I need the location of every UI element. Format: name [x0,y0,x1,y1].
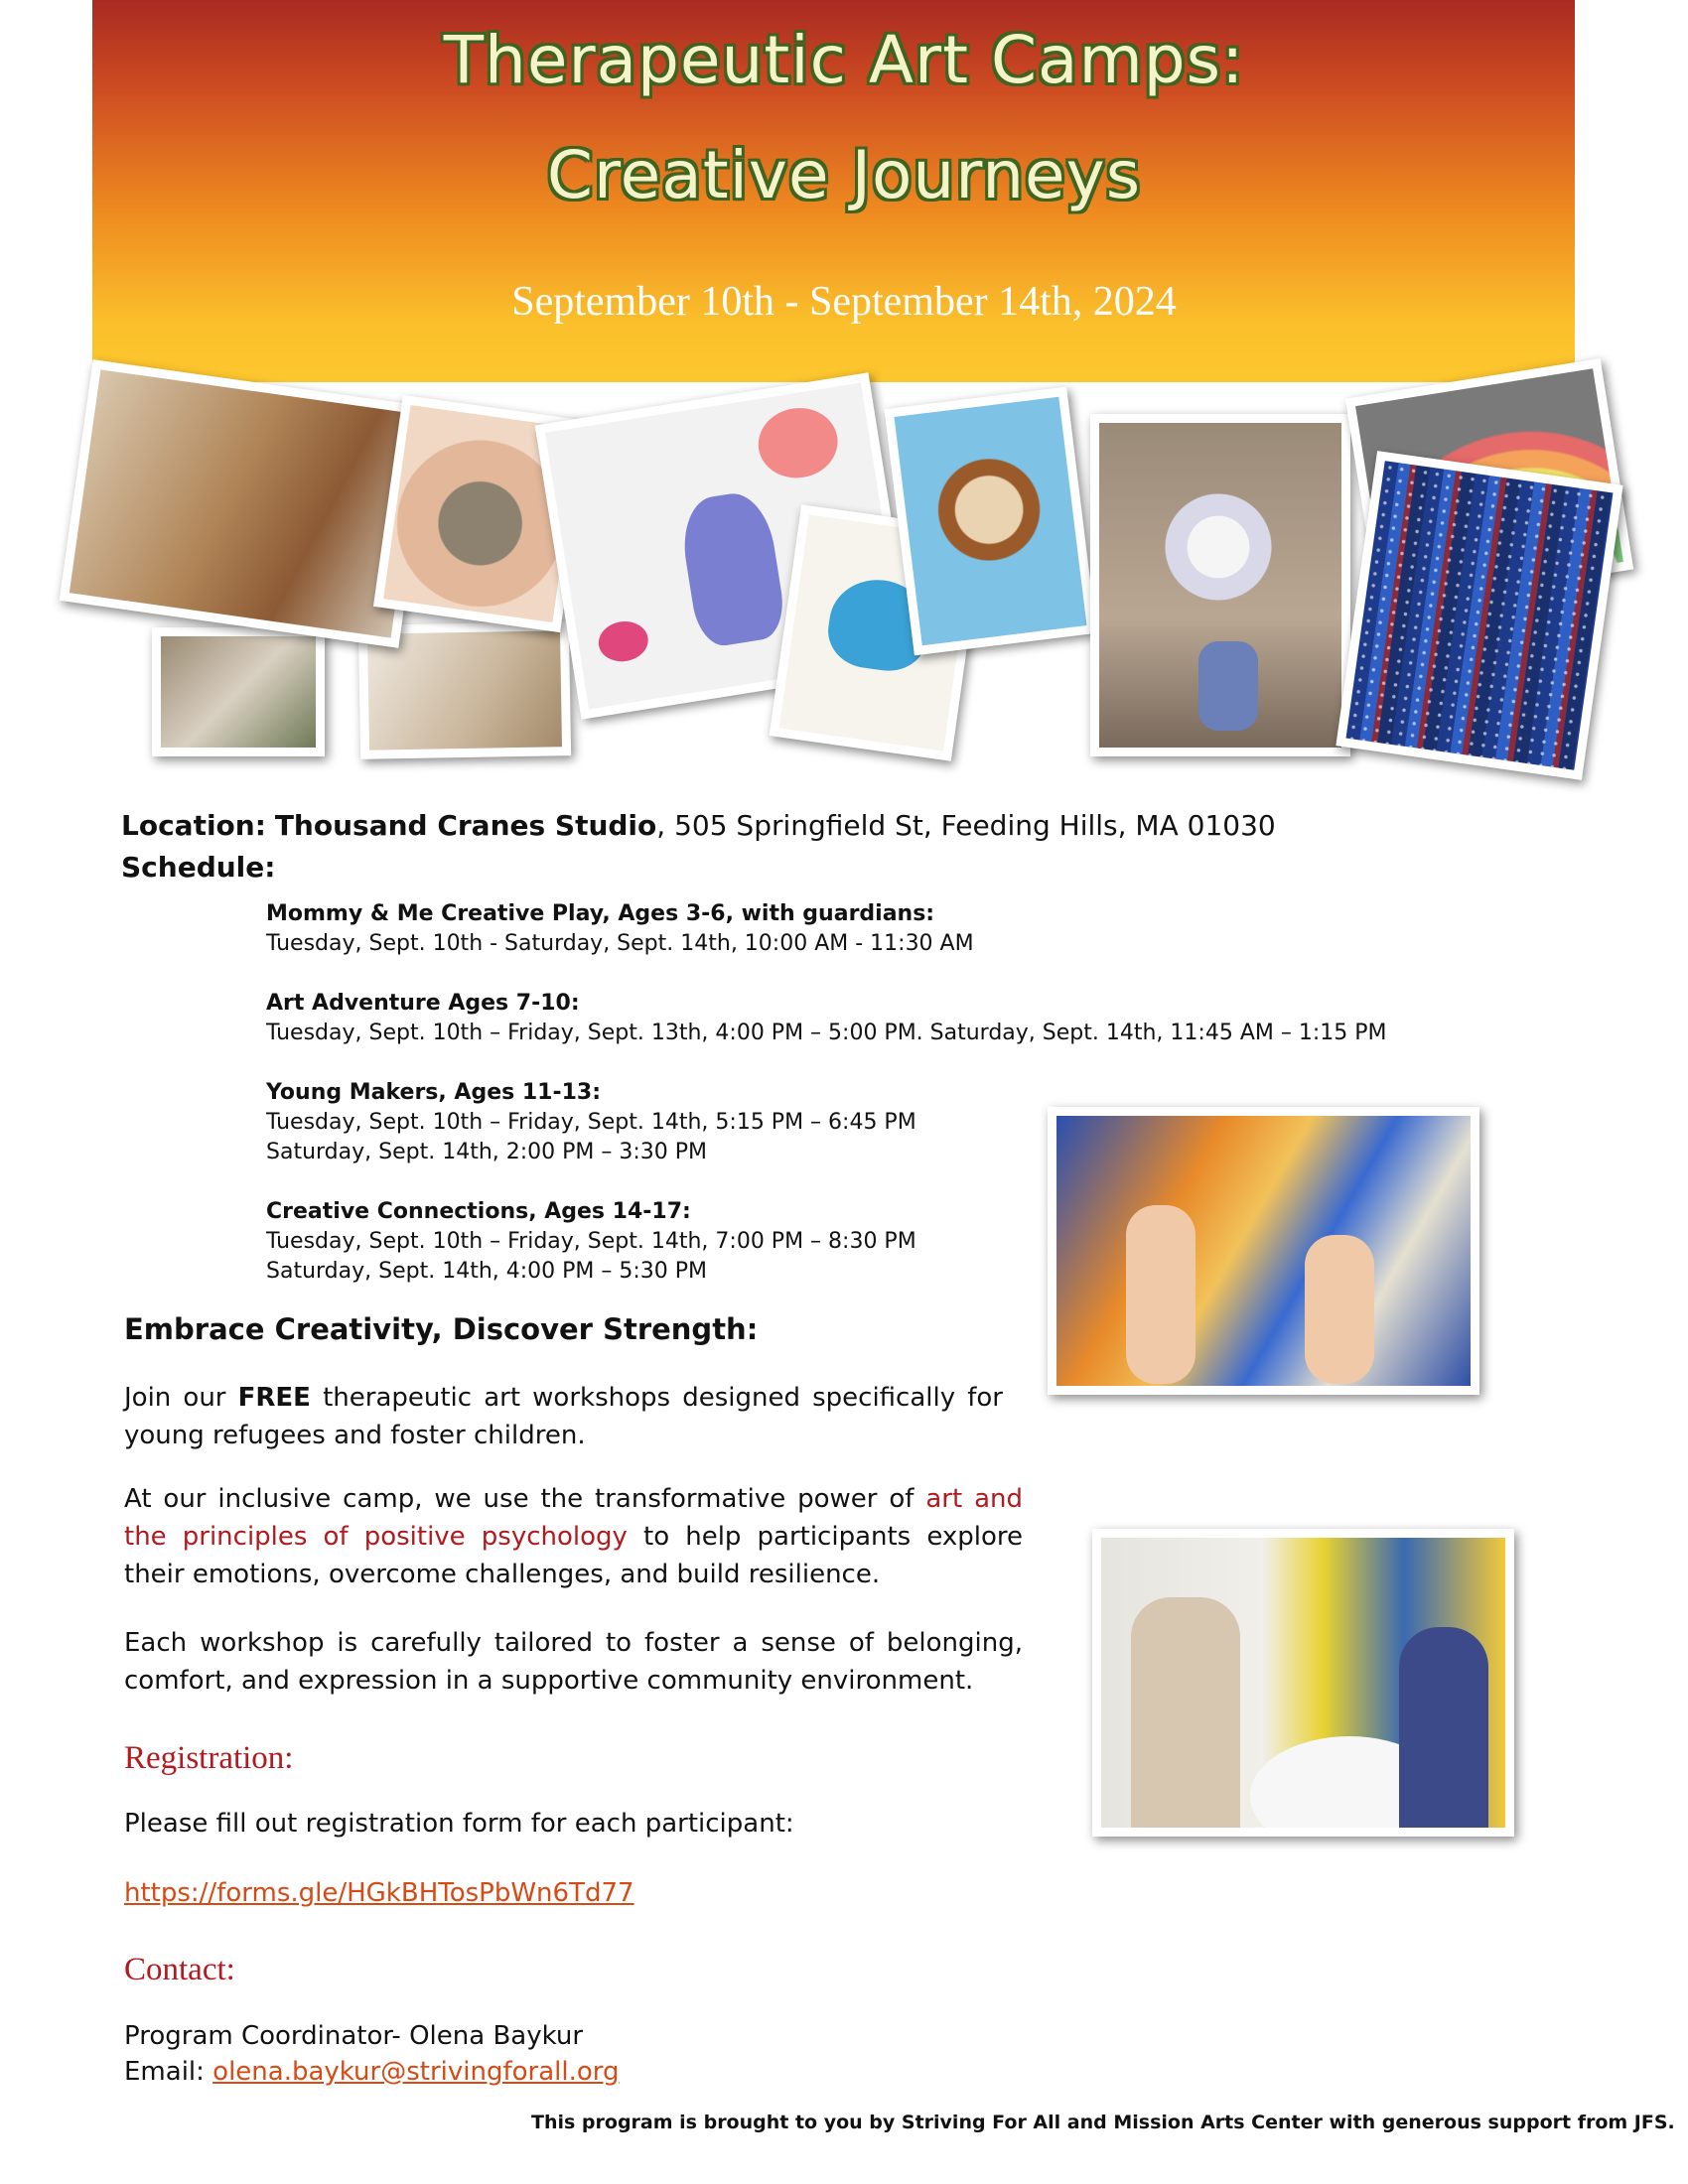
schedule-item-time: Tuesday, Sept. 10th – Friday, Sept. 13th, 4:00 PM – 5:00 PM. Saturday, Sept. 14th, 11:45 AM – 1:15 PM [266,1021,1387,1045]
photo-macrame [152,627,325,756]
footer-credits: This program is brought to you by Striving For All and Mission Arts Center with generous support from JFS. [531,2112,1675,2133]
schedule-item-time: Tuesday, Sept. 10th - Saturday, Sept. 14th, 10:00 AM - 11:30 AM [266,931,974,956]
title-line-1: Therapeutic Art Camps: [443,22,1245,98]
free-emphasis: FREE [237,1383,311,1413]
event-dates: September 10th - September 14th, 2024 [511,279,1177,325]
paragraph-free-workshops [124,1379,1003,1454]
paragraph-belonging: Each workshop is carefully tailored to foster a sense of belonging, comfort, and expression in a supportive community environment. [124,1628,1023,1696]
title-line-2: Creative Journeys [546,137,1142,213]
photo-dog-painting [884,387,1096,656]
positive-psychology-highlight: art and the principles of positive psychology [124,1484,1023,1552]
schedule-label: Schedule: [121,851,276,884]
email-label: Email: [124,2057,213,2087]
p2-text-post: to help participants explore their emotions, overcome challenges, and build resilience. [124,1522,1023,1589]
location-line [121,809,1276,842]
contact-email-line [124,2057,620,2087]
photo-dot-painting [1336,451,1622,780]
schedule-item-time: Tuesday, Sept. 10th – Friday, Sept. 14th, 7:00 PM – 8:30 PM [266,1229,916,1254]
embrace-heading: Embrace Creativity, Discover Strength: [124,1312,759,1346]
schedule-item-mommy-me [266,899,1386,959]
schedule-item-title: Young Makers, Ages 11-13: [266,1080,602,1105]
paragraph-inclusive-camp [124,1480,1023,1593]
location-label: Location: [121,809,266,842]
p1-text-pre: Join our [124,1383,238,1413]
photo-workshop-group [1092,1529,1514,1837]
photo-mural-painting [1048,1107,1479,1395]
schedule-item-title: Mommy & Me Creative Play, Ages 3-6, with guardians: [266,901,935,926]
p2-text-pre: At our inclusive camp, we use the transformative power of [124,1484,926,1514]
schedule-item-time: Saturday, Sept. 14th, 4:00 PM – 5:30 PM [266,1259,708,1284]
location-address: , 505 Springfield St, Feeding Hills, MA 01030 [656,809,1276,842]
registration-instruction: Please fill out registration form for each participant: [124,1809,794,1839]
photo-flower-vase [1090,414,1350,756]
schedule-item-art-adventure [266,989,1386,1048]
schedule-item-title: Creative Connections, Ages 14-17: [266,1199,691,1224]
schedule-item-title: Art Adventure Ages 7-10: [266,991,580,1016]
schedule-item-time: Tuesday, Sept. 10th – Friday, Sept. 14th, 5:15 PM – 6:45 PM [266,1110,916,1135]
schedule-item-time: Saturday, Sept. 14th, 2:00 PM – 3:30 PM [266,1140,708,1164]
registration-heading: Registration: [124,1740,294,1776]
p1-text-post: therapeutic art workshops designed specifically for young refugees and foster children. [124,1383,1003,1450]
contact-heading: Contact: [124,1952,235,1987]
registration-link[interactable]: https://forms.gle/HGkBHTosPbWn6Td77 [124,1878,634,1908]
program-coordinator: Program Coordinator- Olena Baykur [124,2021,584,2051]
contact-email-link[interactable]: olena.baykur@strivingforall.org [212,2057,620,2087]
location-venue: Thousand Cranes Studio [274,809,657,842]
